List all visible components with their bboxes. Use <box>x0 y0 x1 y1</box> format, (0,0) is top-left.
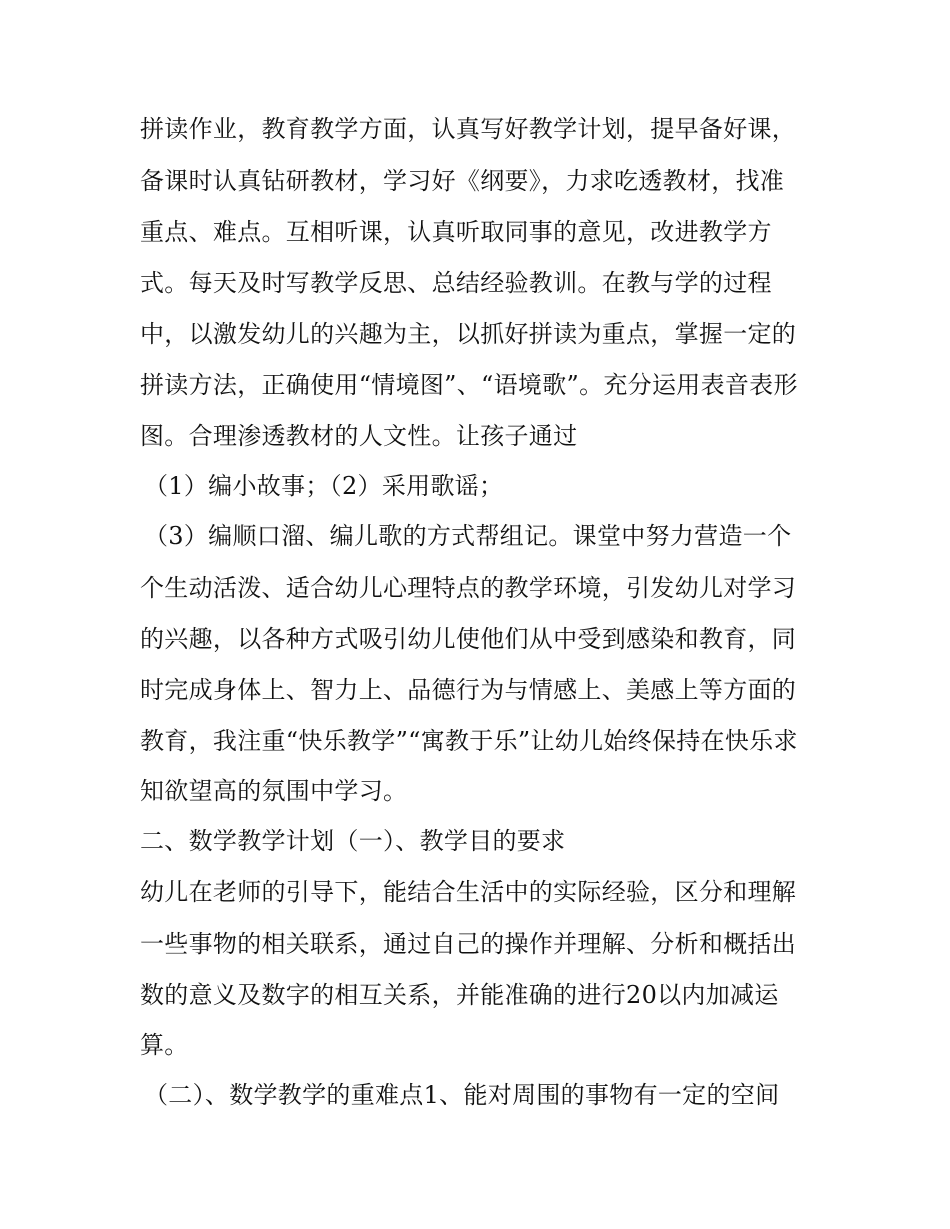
text-line-8: （1）编小故事；（2）采用歌谣； <box>144 472 504 500</box>
text-line-4: 式。每天及时写教学反思、总结经验教训。在教与学的过程 <box>140 269 772 297</box>
text-line-11: 的兴趣，以各种方式吸引幼儿使他们从中受到感染和教育，同 <box>140 625 797 653</box>
text-line-2: 备课时认真钻研教材，学习好《纲要》，力求吃透教材，找准 <box>140 167 785 195</box>
section-heading: 二、数学教学计划（一）、教学目的要求 <box>140 827 566 855</box>
text-line-1: 拼读作业，教育教学方面，认真写好教学计划，提早备好课， <box>140 115 797 143</box>
text-line-18: 数的意义及数字的相互关系，并能准确的进行20以内加减运 <box>140 981 779 1009</box>
text-line-12: 时完成身体上、智力上、品德行为与情感上、美感上等方面的 <box>140 676 797 704</box>
text-line-9: （3）编顺口溜、编儿歌的方式帮组记。课堂中努力营造一个 <box>144 522 792 550</box>
text-line-7: 图。合理渗透教材的人文性。让孩子通过 <box>140 422 578 450</box>
text-line-13: 教育，我注重“快乐教学”“寓教于乐”让幼儿始终保持在快乐求 <box>140 727 798 755</box>
text-line-20: （二）、数学教学的重难点1、能对周围的事物有一定的空间 <box>144 1081 780 1109</box>
text-line-5: 中，以激发幼儿的兴趣为主，以抓好拼读为重点，掌握一定的 <box>140 320 797 348</box>
text-line-3: 重点、难点。互相听课，认真听取同事的意见，改进教学方 <box>140 218 772 246</box>
text-line-19: 算。 <box>140 1031 189 1059</box>
text-line-16: 幼儿在老师的引导下，能结合生活中的实际经验，区分和理解 <box>140 878 797 906</box>
text-line-10: 个生动活泼、适合幼儿心理特点的教学环境，引发幼儿对学习 <box>140 574 797 602</box>
text-line-17: 一些事物的相关联系，通过自己的操作并理解、分析和概括出 <box>140 930 797 958</box>
text-line-6: 拼读方法，正确使用“情境图”、“语境歌”。充分运用表音表形 <box>140 371 798 399</box>
text-line-14: 知欲望高的氛围中学习。 <box>140 777 408 805</box>
